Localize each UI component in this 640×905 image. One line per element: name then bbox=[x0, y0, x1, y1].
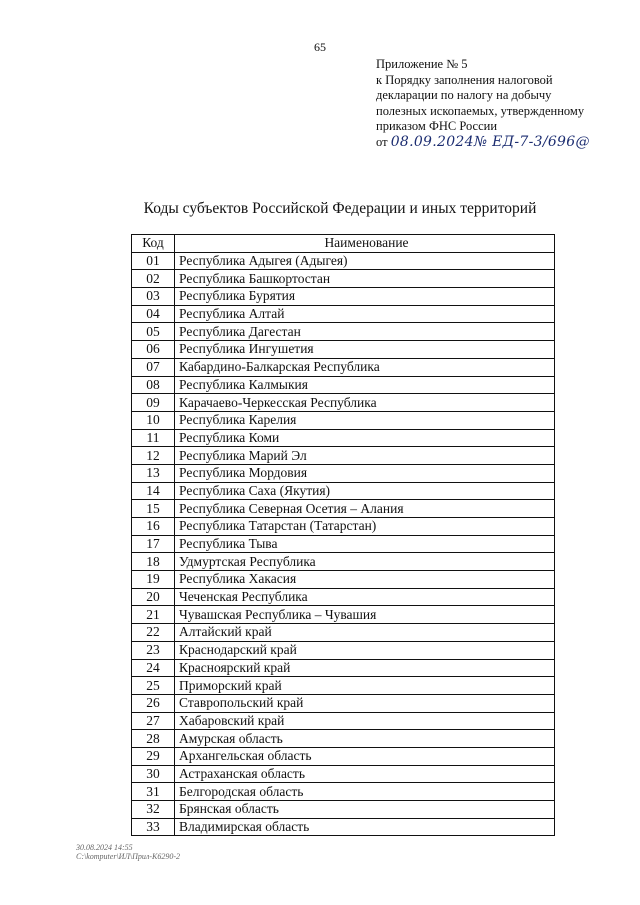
region-code: 22 bbox=[132, 624, 175, 642]
region-name: Республика Дагестан bbox=[175, 323, 555, 341]
order-reference bbox=[376, 135, 626, 151]
region-code: 26 bbox=[132, 694, 175, 712]
region-code: 02 bbox=[132, 270, 175, 288]
table-row bbox=[132, 305, 555, 323]
table-row bbox=[132, 429, 555, 447]
table-row bbox=[132, 801, 555, 819]
region-name: Краснодарский край bbox=[175, 641, 555, 659]
region-code: 28 bbox=[132, 730, 175, 748]
region-code: 19 bbox=[132, 571, 175, 589]
table-row bbox=[132, 818, 555, 836]
region-name: Республика Саха (Якутия) bbox=[175, 482, 555, 500]
region-name: Республика Марий Эл bbox=[175, 447, 555, 465]
region-code: 13 bbox=[132, 464, 175, 482]
table-row bbox=[132, 323, 555, 341]
appendix-line: к Порядку заполнения налоговой bbox=[376, 72, 553, 87]
table-row bbox=[132, 765, 555, 783]
table-row bbox=[132, 376, 555, 394]
table-row bbox=[132, 571, 555, 589]
region-code: 04 bbox=[132, 305, 175, 323]
region-name: Республика Бурятия bbox=[175, 288, 555, 306]
region-code: 21 bbox=[132, 606, 175, 624]
region-code: 16 bbox=[132, 518, 175, 536]
appendix-line: декларации по налогу на добычу bbox=[376, 88, 552, 103]
region-name: Алтайский край bbox=[175, 624, 555, 642]
table-row bbox=[132, 535, 555, 553]
table-row bbox=[132, 659, 555, 677]
table-row bbox=[132, 394, 555, 412]
table-row bbox=[132, 482, 555, 500]
appendix-line: полезных ископаемых, утвержденному bbox=[376, 103, 585, 118]
region-code: 27 bbox=[132, 712, 175, 730]
region-code: 32 bbox=[132, 801, 175, 819]
table-row bbox=[132, 677, 555, 695]
region-name: Республика Карелия bbox=[175, 411, 555, 429]
region-name: Республика Мордовия bbox=[175, 464, 555, 482]
table-row bbox=[132, 783, 555, 801]
region-code: 03 bbox=[132, 288, 175, 306]
region-name: Республика Адыгея (Адыгея) bbox=[175, 252, 555, 270]
appendix-line: Приложение № 5 bbox=[376, 57, 468, 71]
order-handwritten-number: 08.09.2024№ ЕД-7-3/696@ bbox=[390, 133, 590, 150]
region-code: 12 bbox=[132, 447, 175, 465]
region-name: Приморский край bbox=[175, 677, 555, 695]
page-number: 65 bbox=[314, 40, 326, 54]
region-name: Белгородская область bbox=[175, 783, 555, 801]
table-row bbox=[132, 341, 555, 359]
header-name: Наименование bbox=[175, 235, 555, 253]
region-name: Республика Северная Осетия – Алания bbox=[175, 500, 555, 518]
table-row bbox=[132, 624, 555, 642]
region-code: 31 bbox=[132, 783, 175, 801]
region-code: 09 bbox=[132, 394, 175, 412]
table-row bbox=[132, 712, 555, 730]
region-name: Астраханская область bbox=[175, 765, 555, 783]
region-code: 20 bbox=[132, 588, 175, 606]
region-name: Чеченская Республика bbox=[175, 588, 555, 606]
region-code: 01 bbox=[132, 252, 175, 270]
table-header-row bbox=[132, 235, 555, 253]
table-row bbox=[132, 464, 555, 482]
region-name: Республика Алтай bbox=[175, 305, 555, 323]
order-prefix: от bbox=[376, 134, 388, 149]
region-name: Красноярский край bbox=[175, 659, 555, 677]
region-name: Чувашская Республика – Чувашия bbox=[175, 606, 555, 624]
table-row bbox=[132, 447, 555, 465]
region-name: Республика Татарстан (Татарстан) bbox=[175, 518, 555, 536]
appendix-line: приказом ФНС России bbox=[376, 119, 498, 134]
appendix-header bbox=[376, 57, 626, 151]
region-name: Карачаево-Черкесская Республика bbox=[175, 394, 555, 412]
region-code: 25 bbox=[132, 677, 175, 695]
region-name: Республика Башкортостан bbox=[175, 270, 555, 288]
table-row bbox=[132, 288, 555, 306]
table-row bbox=[132, 606, 555, 624]
region-name: Хабаровский край bbox=[175, 712, 555, 730]
table-row bbox=[132, 518, 555, 536]
region-name: Удмуртская Республика bbox=[175, 553, 555, 571]
header-code: Код bbox=[132, 235, 175, 253]
table-row bbox=[132, 694, 555, 712]
region-code: 30 bbox=[132, 765, 175, 783]
region-code: 33 bbox=[132, 818, 175, 836]
region-code: 29 bbox=[132, 747, 175, 765]
region-name: Республика Тыва bbox=[175, 535, 555, 553]
footer-timestamp: 30.08.2024 14:55 bbox=[76, 843, 133, 852]
table-row bbox=[132, 730, 555, 748]
table-row bbox=[132, 411, 555, 429]
region-code: 14 bbox=[132, 482, 175, 500]
region-code: 08 bbox=[132, 376, 175, 394]
footer-file-path: C:\komputer\ИЛ\Прил-К6290-2 bbox=[76, 852, 180, 861]
document-title: Коды субъектов Российской Федерации и иных территорий bbox=[143, 200, 537, 217]
region-code: 18 bbox=[132, 553, 175, 571]
table-row bbox=[132, 358, 555, 376]
region-code: 10 bbox=[132, 411, 175, 429]
table-row bbox=[132, 252, 555, 270]
region-name: Владимирская область bbox=[175, 818, 555, 836]
region-code: 17 bbox=[132, 535, 175, 553]
table-body bbox=[132, 252, 555, 836]
region-name: Республика Хакасия bbox=[175, 571, 555, 589]
region-name: Республика Калмыкия bbox=[175, 376, 555, 394]
region-name: Архангельская область bbox=[175, 747, 555, 765]
table-row bbox=[132, 588, 555, 606]
region-code: 24 bbox=[132, 659, 175, 677]
region-name: Кабардино-Балкарская Республика bbox=[175, 358, 555, 376]
region-code: 06 bbox=[132, 341, 175, 359]
region-code: 15 bbox=[132, 500, 175, 518]
table-row bbox=[132, 641, 555, 659]
table-row bbox=[132, 270, 555, 288]
table-row bbox=[132, 500, 555, 518]
region-code: 11 bbox=[132, 429, 175, 447]
region-name: Республика Коми bbox=[175, 429, 555, 447]
region-name: Ставропольский край bbox=[175, 694, 555, 712]
region-code: 05 bbox=[132, 323, 175, 341]
region-code: 07 bbox=[132, 358, 175, 376]
region-name: Амурская область bbox=[175, 730, 555, 748]
region-name: Брянская область bbox=[175, 801, 555, 819]
table-row bbox=[132, 553, 555, 571]
table-row bbox=[132, 747, 555, 765]
footer-stamp bbox=[76, 843, 180, 861]
region-code: 23 bbox=[132, 641, 175, 659]
region-codes-table bbox=[131, 234, 555, 836]
region-name: Республика Ингушетия bbox=[175, 341, 555, 359]
